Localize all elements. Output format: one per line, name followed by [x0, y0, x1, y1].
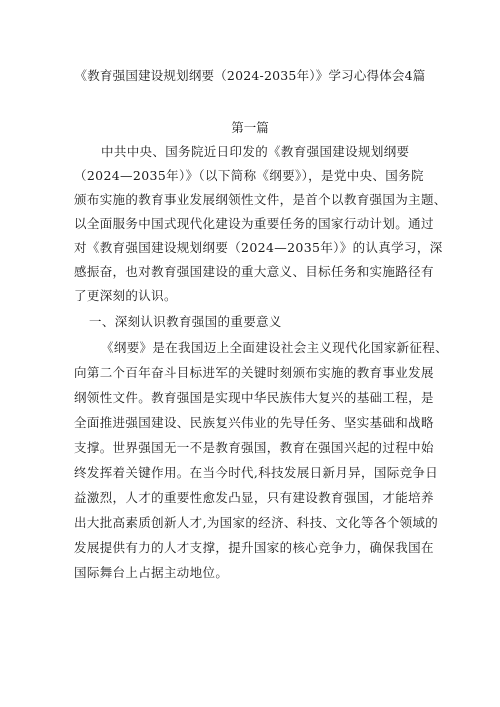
paragraph-1-line-4: 以全面服务中国式现代化建设为重要任务的国家行动计划。通过	[74, 216, 434, 231]
paragraph-2-line-2: 向第二个百年奋斗目标进军的关键时刻颁布实施的教育事业发展	[74, 365, 434, 380]
paragraph-2-line-7: 益激烈，人才的重要性愈发凸显，只有建设教育强国，才能培养	[74, 490, 434, 505]
paragraph-2-line-10: 国际舞台上占据主动地位。	[74, 565, 229, 580]
paragraph-1-line-2: （2024—2035年）》（以下简称《纲要》），是党中央、国务院	[74, 168, 424, 183]
subheading-1: 一、深刻认识教育强国的重要意义	[89, 314, 282, 329]
paragraph-1-line-6: 感振奋，也对教育强国建设的重大意义、目标任务和实施路径有	[74, 264, 434, 279]
document-title: 《教育强国建设规划纲要（2024-2035年）》学习心得体会4篇	[74, 68, 426, 83]
paragraph-2-line-5: 支撑。世界强国无一不是教育强国，教育在强国兴起的过程中始	[74, 440, 434, 455]
paragraph-1-line-7: 了更深刻的认识。	[74, 288, 177, 303]
paragraph-2-line-9: 发展提供有力的人才支撑，提升国家的核心竞争力，确保我国在	[74, 540, 434, 555]
paragraph-1-line-5: 对《教育强国建设规划纲要（2024—2035年）》的认真学习，深	[74, 240, 443, 255]
paragraph-2-line-3: 纲领性文件。教育强国是实现中华民族伟大复兴的基础工程，是	[74, 390, 434, 405]
paragraph-1-line-3: 颁布实施的教育事业发展纲领性文件，是首个以教育强国为主题、	[74, 192, 447, 207]
paragraph-2-line-4: 全面推进强国建设、民族复兴伟业的先导任务、坚实基础和战略	[74, 415, 434, 430]
part-heading: 第一篇	[231, 120, 269, 135]
paragraph-2-line-1: 《纲要》是在我国迈上全面建设社会主义现代化国家新征程、	[101, 340, 448, 355]
paragraph-1-line-1: 中共中央、国务院近日印发的《教育强国建设规划纲要	[101, 144, 410, 159]
paragraph-2-line-6: 终发挥着关键作用。在当今时代,科技发展日新月异，国际竞争日	[74, 465, 439, 480]
paragraph-2-line-8: 出大批高素质创新人才,为国家的经济、科技、文化等各个领域的	[74, 515, 439, 530]
